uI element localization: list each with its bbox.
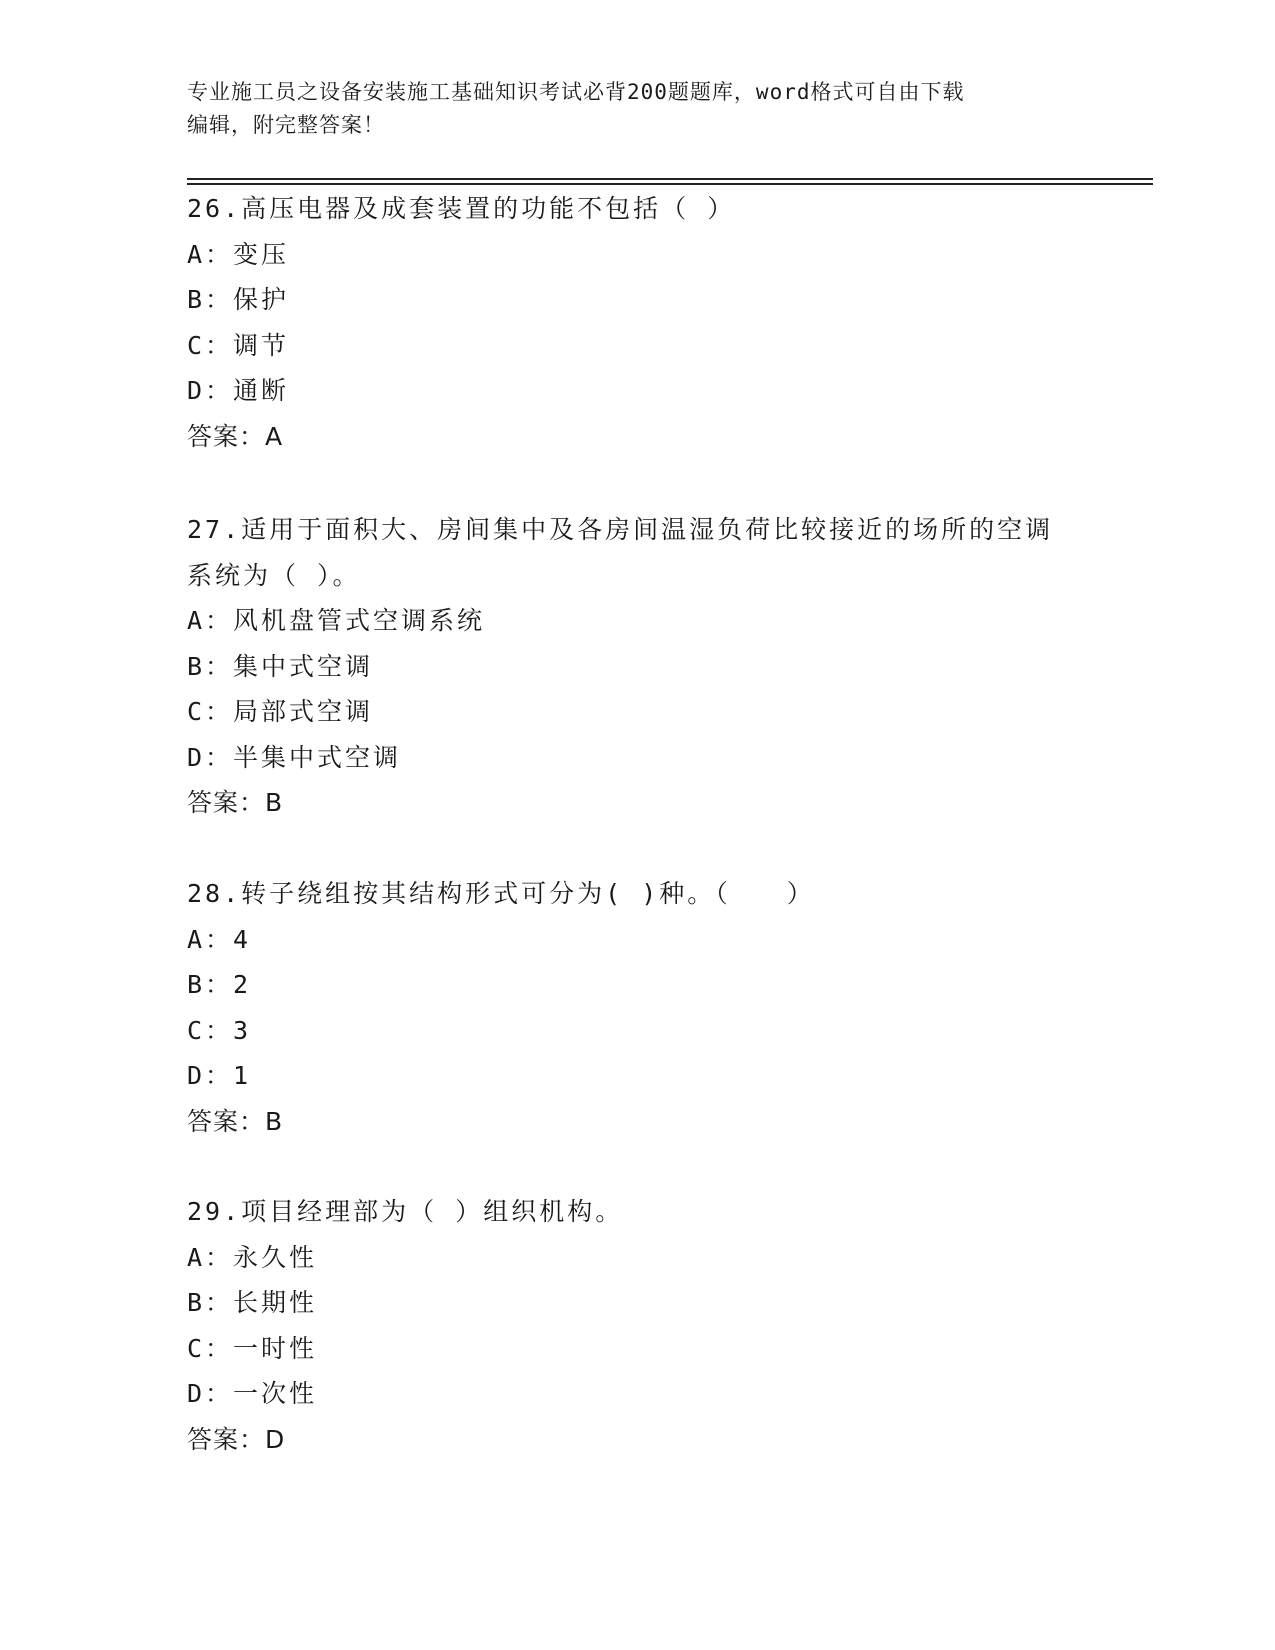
answer: 答案：B (187, 788, 284, 817)
answer: 答案：D (187, 1424, 286, 1454)
question-28 (187, 871, 1087, 1144)
header-line-1: 专业施工员之设备安装施工基础知识考试必背200题题库，word格式可自由下载 (187, 80, 965, 104)
option-b: B：集中式空调 (187, 651, 374, 681)
question-text: 28.转子绕组按其结构形式可分为( )种。（ ） (187, 879, 815, 908)
question-text: 29.项目经理部为（ ）组织机构。 (187, 1197, 624, 1226)
option-b: B：保护 (187, 285, 290, 314)
header-line-2: 编辑，附完整答案！ (187, 113, 385, 137)
option-c: C：调节 (187, 330, 290, 360)
document-header (187, 76, 1087, 142)
option-c: C：局部式空调 (187, 697, 374, 726)
option-a: A：永久性 (187, 1242, 318, 1272)
option-c: C：一时性 (187, 1333, 318, 1363)
question-27 (187, 507, 1087, 826)
question-29 (187, 1189, 1087, 1462)
answer: 答案：B (187, 1106, 284, 1136)
question-text: 26.高压电器及成套装置的功能不包括（ ） (187, 194, 736, 223)
answer: 答案：A (187, 421, 284, 451)
option-d: D：通断 (187, 376, 290, 405)
question-text-continued: 系统为（ ）。 (187, 560, 361, 590)
question-26 (187, 186, 1087, 459)
header-divider-top (187, 178, 1153, 180)
option-c: C：3 (187, 1015, 252, 1045)
option-b: B：长期性 (187, 1288, 318, 1317)
option-a: A：风机盘管式空调系统 (187, 606, 486, 635)
option-d: D：1 (187, 1061, 252, 1090)
option-a: A：4 (187, 924, 252, 954)
option-d: D：半集中式空调 (187, 742, 402, 772)
option-b: B：2 (187, 970, 252, 999)
option-d: D：一次性 (187, 1379, 318, 1408)
option-a: A：变压 (187, 239, 290, 269)
question-text: 27.适用于面积大、房间集中及各房间温湿负荷比较接近的场所的空调 (187, 515, 1054, 544)
header-divider-bottom (187, 183, 1153, 185)
